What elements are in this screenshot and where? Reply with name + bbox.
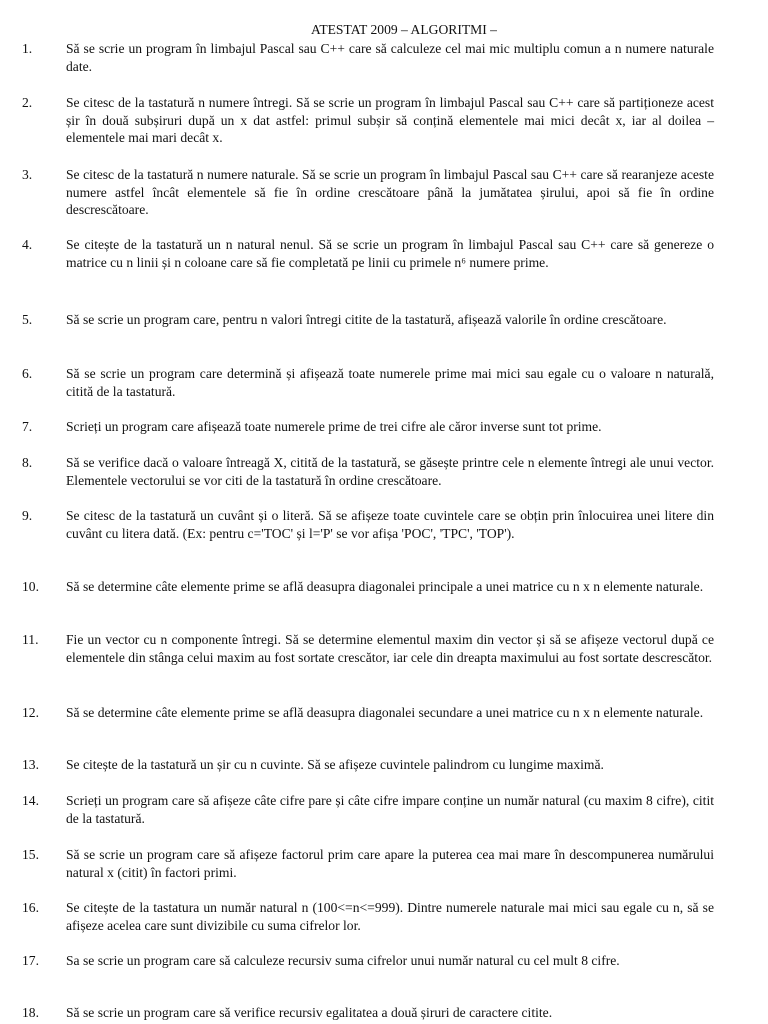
item-text: Se citesc de la tastatură n numere întregi. Să se scrie un program în limbajul Pascal sau C++ care să partiționeze acest șir în două subșiruri după un x dat astfel: primul subșir să conțină elementele mai mici decât x, iar al doilea – elementele mai mari decât x. (66, 95, 714, 145)
item-number: 1. (22, 41, 33, 56)
list-item-12 (22, 704, 714, 722)
item-number: 9. (22, 508, 33, 523)
item-number: 18. (22, 1005, 39, 1020)
item-text: Se citesc de la tastatură n numere naturale. Să se scrie un program în limbajul Pascal sau C++ care să rearanjeze aceste numere astfel încât elementele să fie în ordine crescătoare până la jumătatea șirului, apoi să fie în ordine descrescătoare. (66, 167, 714, 217)
item-text: Se citește de la tastatura un număr natural n (100<=n<=999). Dintre numerele naturale mai mici sau egale cu n, să se afișeze acelea care sunt divizibile cu suma cifrelor lor. (66, 900, 714, 933)
list-item-10 (22, 578, 714, 596)
item-text: Să se determine câte elemente prime se află deasupra diagonalei secundare a unei matrice cu n x n elemente naturale. (66, 705, 704, 720)
item-number: 14. (22, 793, 39, 808)
list-item-3 (22, 166, 714, 219)
item-text: Se citește de la tastatură un n natural nenul. Să se scrie un program în limbajul Pascal sau C++ care să genereze o matrice cu n linii și n coloane care să fie completată pe linii cu primele n⁶ numere prime. (66, 237, 714, 270)
item-number: 5. (22, 312, 33, 327)
list-item-17 (22, 952, 714, 970)
item-number: 7. (22, 419, 33, 434)
item-number: 2. (22, 95, 33, 110)
item-text: Să se scrie un program care să verifice recursiv egalitatea a două șiruri de caractere citite. (66, 1005, 553, 1020)
list-item-16 (22, 899, 714, 934)
list-item-8 (22, 454, 714, 489)
list-item-13 (22, 756, 714, 774)
item-text: Fie un vector cu n componente întregi. Să se determine elementul maxim din vector și să se afișeze vectorul după ce elementele din stânga celui maxim au fost sortate crescător, iar cele din dreapta maximului au fost sortate descrescător. (66, 632, 714, 665)
list-item-11 (22, 631, 714, 666)
item-text: Se citesc de la tastatură un cuvânt și o literă. Să se afișeze toate cuvintele care se obțin prin înlocuirea unei litere din cuvânt cu litera dată. (Ex: pentru c='TOC' și l='P' se vor afișa 'POC', 'TPC', 'TOP'). (66, 508, 714, 541)
list-item-2 (22, 94, 714, 147)
item-text: Se citește de la tastatură un șir cu n cuvinte. Să se afișeze cuvintele palindrom cu lungime maximă. (66, 757, 604, 772)
page-title: ATESTAT 2009 – ALGORITMI – (311, 22, 497, 37)
item-text: Sa se scrie un program care să calculeze recursiv suma cifrelor unui număr natural cu cel mult 8 cifre. (66, 953, 620, 968)
list-item-9 (22, 507, 714, 542)
list-item-18 (22, 1004, 714, 1022)
item-text: Să se scrie un program în limbajul Pascal sau C++ care să calculeze cel mai mic multiplu comun a n numere naturale date. (66, 41, 714, 74)
item-number: 12. (22, 705, 39, 720)
item-text: Să se scrie un program care determină și afișează toate numerele prime mai mici sau egale cu o valoare n naturală, citită de la tastatură. (66, 366, 714, 399)
list-item-7 (22, 418, 714, 436)
list-item-14 (22, 792, 714, 827)
item-text: Să se scrie un program care să afișeze factorul prim care apare la puterea cea mai mare în descompunerea numărului natural x (citit) în factori primi. (66, 847, 714, 880)
item-number: 10. (22, 579, 39, 594)
item-number: 4. (22, 237, 33, 252)
item-text: Să se scrie un program care, pentru n valori întregi citite de la tastatură, afișează valorile în ordine crescătoare. (66, 312, 667, 327)
list-item-15 (22, 846, 714, 881)
item-text: Scrieți un program care să afișeze câte cifre pare și câte cifre impare conține un număr natural (cu maxim 8 cifre), citit de la tastatură. (66, 793, 714, 826)
list-item-1 (22, 40, 714, 75)
item-number: 13. (22, 757, 39, 772)
item-number: 17. (22, 953, 39, 968)
list-item-6 (22, 365, 714, 400)
item-number: 8. (22, 455, 33, 470)
item-number: 6. (22, 366, 33, 381)
item-number: 16. (22, 900, 39, 915)
list-item-4 (22, 236, 714, 271)
item-number: 11. (22, 632, 39, 647)
item-number: 15. (22, 847, 39, 862)
item-text: Să se determine câte elemente prime se află deasupra diagonalei principale a unei matrice cu n x n elemente naturale. (66, 579, 704, 594)
item-text: Scrieți un program care afișează toate numerele prime de trei cifre ale căror inverse sunt tot prime. (66, 419, 602, 434)
item-number: 3. (22, 167, 33, 182)
item-text: Să se verifice dacă o valoare întreagă X, citită de la tastatură, se găsește printre cele n elemente întregi ale unui vector. Elementele vectorului se vor citi de la tastatură în ordine crescătoare. (66, 455, 714, 488)
list-item-5 (22, 311, 714, 329)
